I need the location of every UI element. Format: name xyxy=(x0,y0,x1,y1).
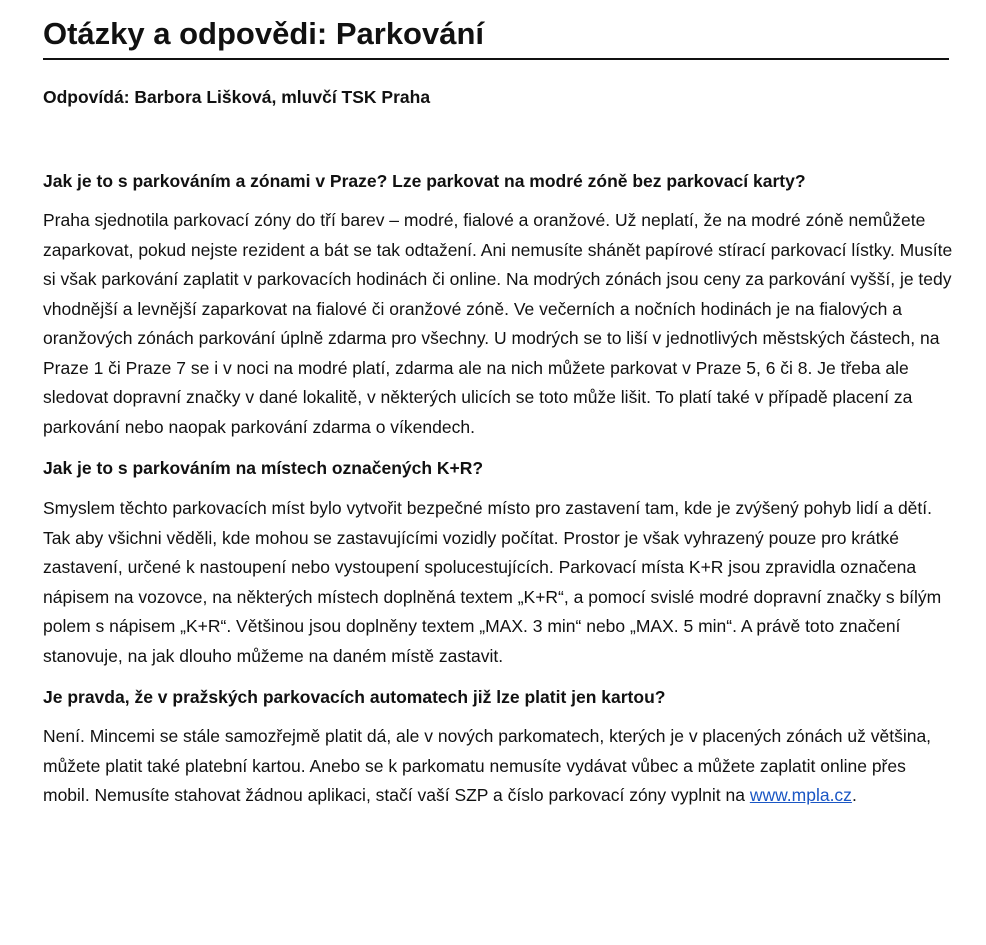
answer-3-end: . xyxy=(851,785,857,805)
byline: Odpovídá: Barbora Lišková, mluvčí TSK Praha xyxy=(43,87,431,107)
question-1: Jak je to s parkováním a zónami v Praze? Lze parkovat na modré zóně bez parkovací karty? xyxy=(43,171,806,191)
question-2: Jak je to s parkováním na místech označených K+R? xyxy=(43,458,484,478)
answer-1: Praha sjednotila parkovací zóny do tří barev – modré, fialové a oranžové. Už neplatí, že na modré zóně nemůžete zaparkovat, pokud nejste rezident a bát se tak odtažení. Ani nemusíte shánět papírové stírací parkovací lístky. Musíte si však parkování zaplatit v parkovacích hodinách či online. Na modrých zónách jsou ceny za parkování vyšší, je tedy vhodnější a levnější zaparkovat na fialové či oranžové zóně. Ve večerních a nočních hodinách je na fialových a oranžových zónách parkování úplně zdarma pro všechny. U modrých se to liší v jednotlivých městských částech, na Praze 1 či Praze 7 se i v noci na modré platí, zdarma ale na nich můžete parkovat v Praze 5, 6 či 8. Je třeba ale sledovat dopravní značky v dané lokalitě, v některých ulicích se toto může lišit. To platí také v případě placení za parkování nebo naopak parkování zdarma o víkendech. xyxy=(43,210,953,437)
answer-3 xyxy=(43,722,953,811)
mpla-link[interactable]: www.mpla.cz xyxy=(749,785,852,805)
question-3: Je pravda, že v pražských parkovacích automatech již lze platit jen kartou? xyxy=(43,687,666,707)
answer-2: Smyslem těchto parkovacích míst bylo vytvořit bezpečné místo pro zastavení tam, kde je zvýšený pohyb lidí a dětí. Tak aby všichni věděli, kde mohou se zastavujícími vozidly počítat. Prostor je však vyhrazený pouze pro krátké zastavení, určené k nastoupení nebo vystoupení spolucestujících. Parkovací místa K+R jsou zpravidla označena nápisem na vozovce, na některých místech doplněná textem „K+R“, a pomocí svislé modré dopravní značky s bílým polem s nápisem „K+R“. Většinou jsou doplněny textem „MAX. 3 min“ nebo „MAX. 5 min“. A právě toto značení stanovuje, na jak dlouho můžeme na daném místě zastavit. xyxy=(43,498,942,666)
page-title: Otázky a odpovědi: Parkování xyxy=(43,14,949,60)
answer-3-text: Není. Mincemi se stále samozřejmě platit dá, ale v nových parkomatech, kterých je v placených zónách už většina, můžete platit také platební kartou. Anebo se k parkomatu nemusíte vydávat vůbec a můžete zaplatit online přes mobil. Nemusíte stahovat žádnou aplikaci, stačí vaší SZP a číslo parkovací zóny vyplnit na xyxy=(43,726,932,805)
